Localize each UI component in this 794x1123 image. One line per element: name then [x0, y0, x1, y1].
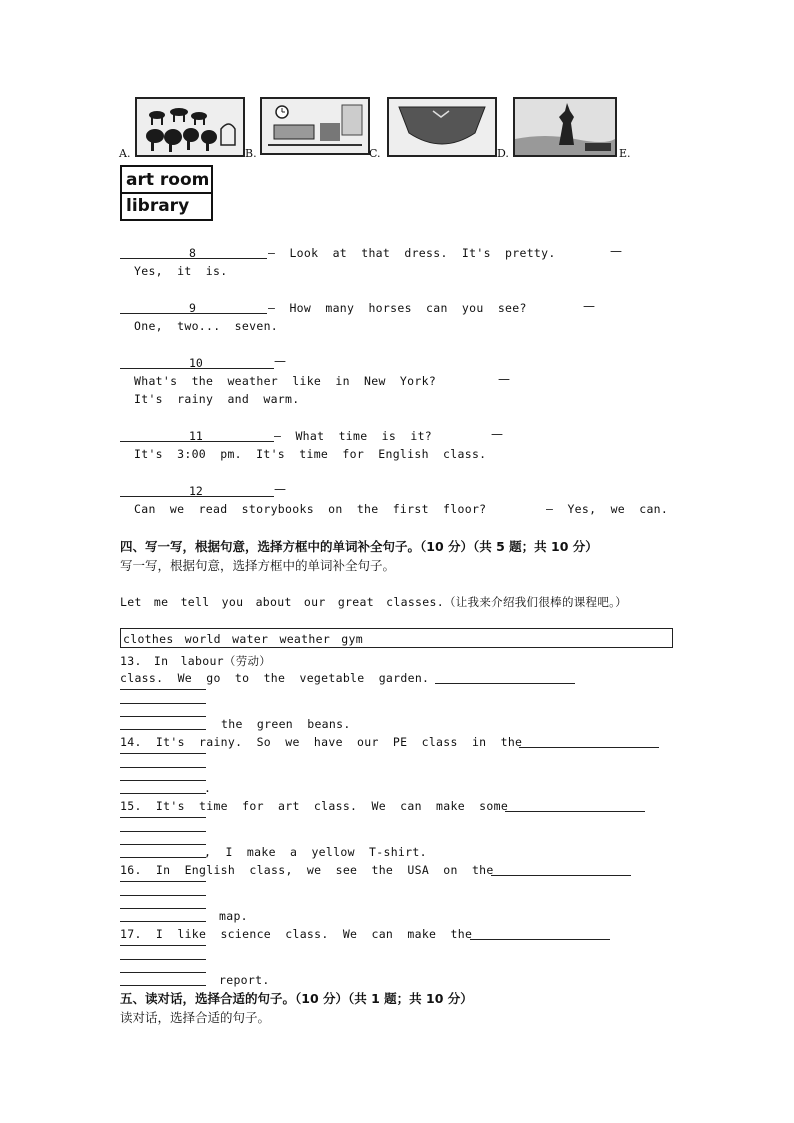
answer-blank-line	[120, 945, 206, 946]
answer-blank-line	[120, 716, 206, 717]
reply-dash: —	[498, 372, 510, 386]
answer-blank-line	[120, 908, 206, 909]
answer-blank-line	[120, 780, 206, 781]
fill-item-tail: report.	[219, 973, 270, 987]
reply-dash: —	[610, 244, 622, 258]
question-number: 11	[189, 429, 203, 443]
sign-divider	[122, 192, 211, 194]
horses-picture	[135, 97, 245, 157]
answer-blank-line	[120, 921, 206, 922]
sign-art-room: art room	[126, 170, 210, 190]
answer-blank[interactable]	[519, 747, 659, 748]
answer-blank-line	[120, 793, 206, 794]
question-reply: One, two... seven.	[134, 319, 279, 333]
reply-dash: —	[583, 299, 595, 313]
section-4-heading: 四、写一写，根据句意，选择方框中的单词补全句子。（10 分）（共 5 题；共 10 分）	[120, 539, 598, 554]
question-reply: — Yes, we can.	[546, 502, 669, 516]
dress-picture	[387, 97, 497, 157]
option-label-d: D.	[497, 147, 509, 160]
clock-classroom-picture	[260, 97, 370, 155]
section-4-intro: Let me tell you about our great classes.（让我来介绍我们很棒的课程吧。）	[120, 595, 627, 609]
question-reply: It's 3:00 pm. It's time for English class.	[134, 447, 487, 461]
question-prompt: — What time is it?	[274, 429, 433, 443]
fill-item-text: class. We go to the vegetable garden.	[120, 671, 430, 685]
question-prompt: — How many horses can you see?	[268, 301, 527, 315]
answer-blank-line	[120, 753, 206, 754]
section-4-instruction: 写一写，根据句意，选择方框中的单词补全句子。	[120, 558, 396, 573]
word-bank: clothes world water weather gym	[123, 632, 363, 646]
answer-blank-line	[120, 844, 206, 845]
fill-item-tail: , I make a yellow T-shirt.	[204, 845, 427, 859]
answer-blank[interactable]	[435, 683, 575, 684]
option-label-a: A.	[119, 147, 131, 160]
answer-blank-line	[120, 703, 206, 704]
fill-item-tail: .	[204, 781, 212, 795]
answer-blank-line	[120, 985, 206, 986]
fill-item-text: 17. I like science class. We can make the	[120, 927, 473, 941]
question-reply: Yes, it is.	[134, 264, 228, 278]
question-reply: It's rainy and warm.	[134, 392, 300, 406]
section-5-heading: 五、读对话，选择合适的句子。（10 分）（共 1 题；共 10 分）	[120, 991, 473, 1006]
answer-blank-line	[120, 817, 206, 818]
statue-of-liberty-picture	[513, 97, 617, 157]
question-number: 12	[189, 484, 203, 498]
sign-library: library	[126, 196, 190, 216]
question-prompt: Can we read storybooks on the first floor?	[134, 502, 487, 516]
prompt-dash: —	[274, 354, 286, 368]
word-bank-box	[120, 628, 673, 648]
answer-blank-line	[120, 857, 206, 858]
room-sign	[120, 165, 213, 221]
question-number: 10	[189, 356, 203, 370]
fill-item-tail: map.	[219, 909, 248, 923]
answer-blank-line	[120, 767, 206, 768]
fill-item-text: 16. In English class, we see the USA on the	[120, 863, 494, 877]
answer-blank-line	[120, 689, 206, 690]
answer-blank-line	[120, 729, 206, 730]
option-label-e: E.	[619, 147, 631, 160]
option-label-b: B.	[245, 147, 257, 160]
question-prompt: What's the weather like in New York?	[134, 374, 437, 388]
question-number: 9	[189, 301, 196, 315]
reply-dash: —	[491, 427, 503, 441]
answer-blank-line	[120, 972, 206, 973]
answer-blank-line	[120, 959, 206, 960]
answer-blank-line	[120, 881, 206, 882]
question-number: 8	[189, 246, 196, 260]
fill-item-text: 15. It's time for art class. We can make some	[120, 799, 509, 813]
option-label-c: C.	[369, 147, 381, 160]
prompt-dash: —	[274, 482, 286, 496]
fill-item-text: 13. In labour（劳动）	[120, 654, 272, 668]
answer-blank-line	[120, 831, 206, 832]
answer-blank[interactable]	[491, 875, 631, 876]
answer-blank[interactable]	[470, 939, 610, 940]
answer-blank[interactable]	[505, 811, 645, 812]
question-prompt: — Look at that dress. It's pretty.	[268, 246, 556, 260]
fill-item-text: 14. It's rainy. So we have our PE class in the	[120, 735, 523, 749]
fill-item-tail: the green beans.	[221, 717, 351, 731]
answer-blank-line	[120, 895, 206, 896]
section-5-instruction: 读对话，选择合适的句子。	[120, 1010, 271, 1025]
